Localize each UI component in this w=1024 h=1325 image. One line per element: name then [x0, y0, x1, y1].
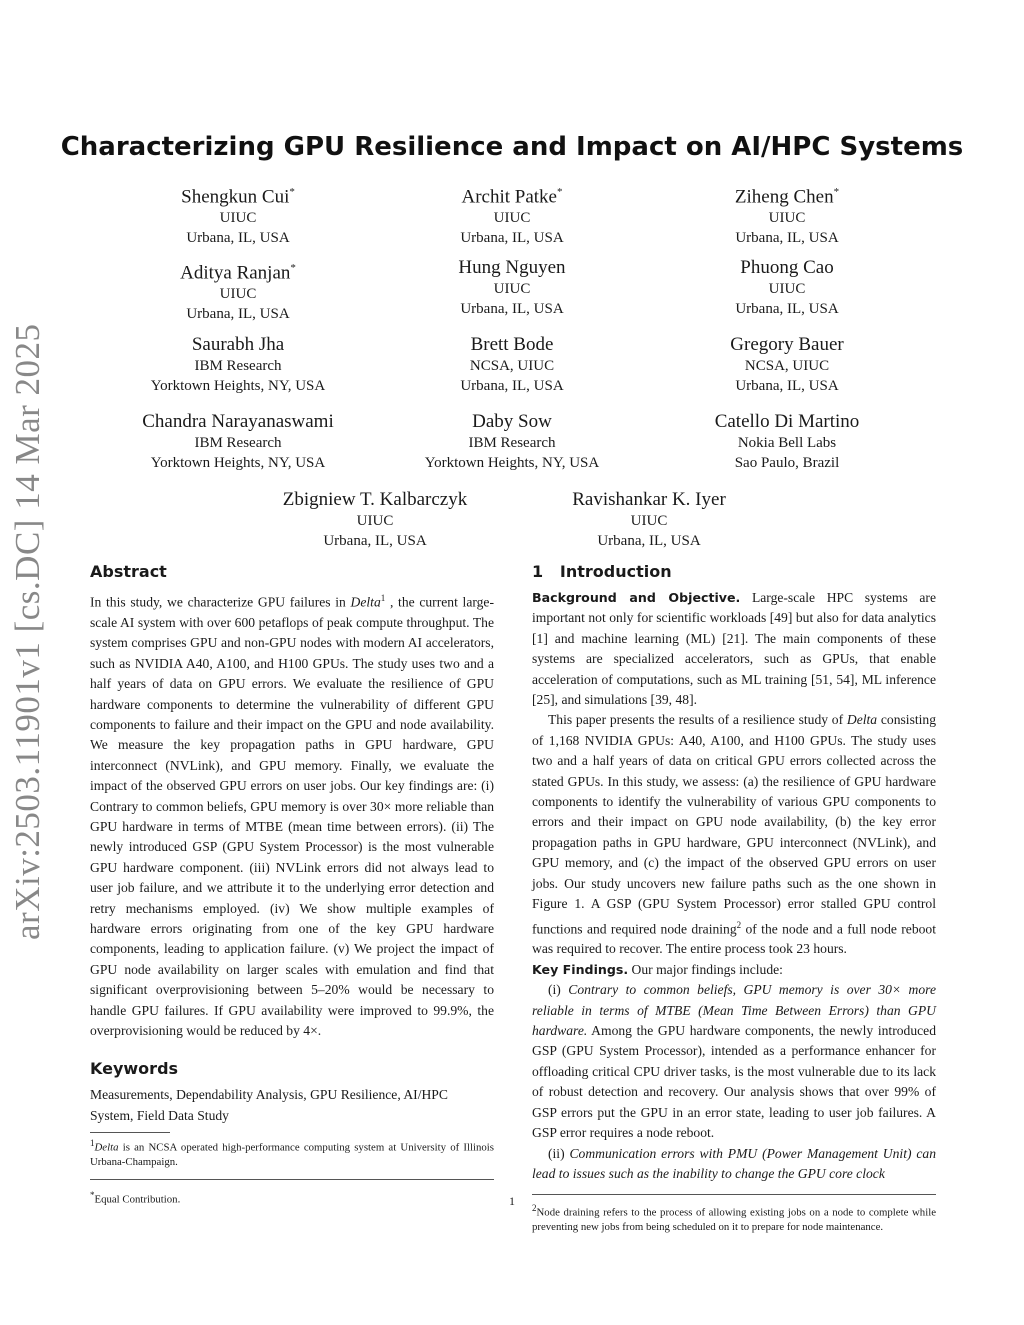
author-affiliation: NCSA, UIUC — [469, 358, 555, 374]
author-location: Yorktown Heights, NY, USA — [424, 455, 600, 471]
author-location: Urbana, IL, USA — [460, 378, 564, 394]
paragraph-lead: Background and Objective. — [532, 590, 741, 605]
author-location: Urbana, IL, USA — [460, 230, 564, 247]
author — [362, 257, 662, 319]
footnote-mark: 1 — [90, 1138, 95, 1149]
author-name: Ziheng Chen — [734, 186, 834, 208]
paragraph-text: Our major findings include: — [628, 961, 783, 977]
author — [362, 411, 662, 473]
abstract-intro: In this study, we characterize GPU failures in — [90, 594, 351, 610]
author-location: Urbana, IL, USA — [597, 533, 701, 549]
paragraph-text: Among the GPU hardware components, the newly introduced GSP (GPU System Processor), intended as a performance enhancer for offloading critical CPU driver tasks, is the most vulnerable due to its lack of robust detection and recovery. Our analysis shows that over 99% of GSP errors put the GPU in an error state, leading to user job failures. A GSP error requires a node reboot. — [532, 1023, 936, 1141]
author — [88, 257, 388, 324]
footnote-mark: 2 — [532, 1203, 537, 1214]
author — [88, 411, 388, 473]
author-name: Zbigniew T. Kalbarczyk — [282, 489, 468, 510]
right-column — [532, 562, 936, 1234]
author — [637, 257, 937, 319]
author-affiliation: UIUC — [219, 210, 257, 227]
author — [88, 334, 388, 396]
abstract-body: , the current large-scale AI system with over 600 petaflops of peak compute throughput. The system comprises GPU and non-GPU nodes with modern AI accelerators, such as NVIDIA A40, A100, and H100 GPUs. The study uses two and a half years of data on GPU errors. We evaluate the resilience of GPU hardware components to determine the vulnerability of different GPU components to failure and their impact on the GPU and node availability. We measure the key propagation paths in GPU hardware, GPU interconnect (NVLink), and GPU memory. Finally, we evaluate the impact of the observed GPU errors on user jobs. Our key findings are: (i) Contrary to common beliefs, GPU memory is over 30× more reliable than GPU hardware in terms of MTBE (mean time between errors). (ii) The newly introduced GSP (GPU System Processor) is the most vulnerable GPU hardware component. (iii) NVLink errors did not always lead to user job failure, and we attribute it to the underlying error detection and retry mechanisms employed. (iv) We show multiple examples of hardware errors originating from one of the key GPU hardware components, leading to application failure. (v) We project the impact of GPU node availability on larger scales with emulation and find that significant overprovisioning between 5–20% would be necessary to handle GPU failures. If GPU availability were improved to 99.9%, the overprovisioning would be reduced by 4×. — [90, 594, 494, 1039]
arxiv-side-stamp: arXiv:2503.11901v1 [cs.DC] 14 Mar 2025 — [8, 323, 47, 940]
finding-emphasis: Contrary to common beliefs, GPU memory is over 30× more reliable in terms of MTBE (Mean Time Between Errors) than GPU hardware. — [532, 982, 936, 1039]
finding-1 — [532, 980, 936, 1143]
paper-title: Characterizing GPU Resilience and Impact on AI/HPC Systems — [60, 132, 964, 162]
paragraph-lead: Key Findings. — [532, 961, 629, 977]
author-location: Urbana, IL, USA — [186, 306, 290, 323]
section-number: 1 — [532, 562, 544, 581]
intro-paragraph-2 — [532, 710, 936, 959]
author-affiliation: Nokia Bell Labs — [737, 435, 837, 451]
author-name: Ravishankar K. Iyer — [572, 489, 726, 510]
abstract-heading: Abstract — [90, 562, 167, 581]
author-location: Urbana, IL, USA — [735, 301, 839, 317]
author — [362, 181, 662, 248]
delta-name: Delta — [350, 594, 381, 610]
paragraph-text: of the node and a full node reboot was required to recover. The entire process took 23 hours. — [532, 921, 936, 957]
equal-contribution-mark: * — [833, 186, 840, 198]
footnote-ref: 2 — [736, 919, 742, 930]
author-affiliation: IBM Research — [194, 358, 282, 374]
author-location: Urbana, IL, USA — [323, 533, 427, 549]
author — [88, 181, 388, 248]
footnote-text: is an NCSA operated high-performance computing system at University of Illinois Urbana-Champaign. — [90, 1141, 494, 1168]
author-affiliation: NCSA, UIUC — [744, 358, 830, 374]
footnote-mark: * — [90, 1189, 95, 1200]
paragraph-text: consisting of 1,168 NVIDIA GPUs: A40, A100, and H100 GPUs. The study uses two and a half years of data on critical GPU errors collected across the stated GPUs. In this study, we assess: (a) the resilience of GPU hardware components to identify the vulnerability of various GPU components to errors and their impact on GPU node availability, (b) the key error propagation paths in GPU hardware, GPU interconnect (NVLink), and GPU memory, and (c) the impact of the observed GPU errors on user jobs. Our study uncovers new failure paths such as the one shown in Figure 1. A GSP (GPU System Processor) error stalled GPU control functions and required node draining — [532, 712, 937, 937]
paragraph-text: This paper presents the results of a resilience study of — [548, 712, 847, 728]
author-location: Urbana, IL, USA — [186, 230, 290, 247]
author-name: Chandra Narayanaswami — [142, 411, 334, 432]
page-number: 1 — [509, 1194, 515, 1208]
author — [637, 411, 937, 473]
delta-name: Delta — [94, 1141, 119, 1154]
intro-paragraph-3 — [532, 960, 936, 980]
author-location: Urbana, IL, USA — [735, 230, 839, 247]
keywords-heading: Keywords — [90, 1059, 179, 1079]
author-affiliation: UIUC — [768, 210, 806, 227]
author-location: Yorktown Heights, NY, USA — [150, 378, 326, 394]
author-location: Urbana, IL, USA — [460, 301, 564, 317]
author-affiliation: UIUC — [493, 210, 531, 227]
author-name: Catello Di Martino — [714, 411, 860, 432]
paragraph-text: Large-scale HPC systems are important not only for scientific workloads [49] but also for data analytics [1] and machine learning (ML) [21]. The main components of these systems are specialized accelerators, such as GPUs, that enable acceleration of computations, such as ML training [51, 54], ML inference [25], and simulations [39, 48]. — [532, 590, 936, 708]
author-affiliation: UIUC — [219, 286, 257, 303]
author — [362, 334, 662, 396]
finding-2 — [532, 1144, 936, 1185]
author-name: Gregory Bauer — [730, 334, 844, 355]
author-name: Phuong Cao — [740, 257, 834, 278]
section-title: Introduction — [559, 562, 672, 581]
delta-name: Delta — [846, 712, 878, 728]
author-affiliation: UIUC — [356, 513, 394, 529]
author-location: Yorktown Heights, NY, USA — [150, 455, 326, 471]
finding-label: (ii) — [548, 1145, 570, 1161]
author-location: Sao Paulo, Brazil — [734, 455, 840, 471]
author-affiliation: UIUC — [493, 281, 531, 297]
equal-contribution-mark: * — [290, 262, 296, 274]
finding-label: (i) — [548, 982, 569, 998]
footnote-text: Node draining refers to the process of allowing existing jobs on a node to complete while preventing new jobs from being scheduled on it to prepare for node maintenance. — [532, 1206, 936, 1233]
author — [225, 489, 525, 551]
author-affiliation: UIUC — [630, 513, 668, 529]
author-location: Urbana, IL, USA — [735, 378, 839, 394]
abstract-text — [90, 588, 494, 1041]
footnote-ref: 1 — [380, 593, 386, 603]
footnote-1 — [90, 1136, 494, 1169]
author — [637, 181, 937, 248]
footnote-text: Equal Contribution. — [94, 1193, 181, 1206]
author — [499, 489, 799, 551]
author-name: Hung Nguyen — [458, 257, 566, 278]
author-name: Aditya Ranjan — [180, 262, 291, 284]
introduction-heading — [532, 562, 936, 581]
author-affiliation: IBM Research — [194, 435, 282, 451]
left-column — [90, 562, 494, 1206]
author-affiliation: UIUC — [768, 281, 806, 297]
author-name: Saurabh Jha — [191, 334, 285, 355]
equal-contribution-mark: * — [557, 186, 563, 198]
author-name: Shengkun Cui — [181, 186, 290, 208]
keywords-text: Measurements, Dependability Analysis, GPU Resilience, AI/HPC System, Field Data Study — [90, 1087, 448, 1123]
equal-contribution-mark: * — [289, 186, 295, 198]
finding-emphasis: Communication errors with PMU (Power Management Unit) can lead to issues such as the inability to change the GPU core clock — [532, 1145, 936, 1181]
author-name: Archit Patke — [461, 186, 557, 208]
author-affiliation: IBM Research — [468, 435, 556, 451]
author-name: Brett Bode — [470, 334, 554, 355]
author-name: Daby Sow — [472, 411, 552, 432]
intro-paragraph-1 — [532, 588, 936, 710]
author — [637, 334, 937, 396]
